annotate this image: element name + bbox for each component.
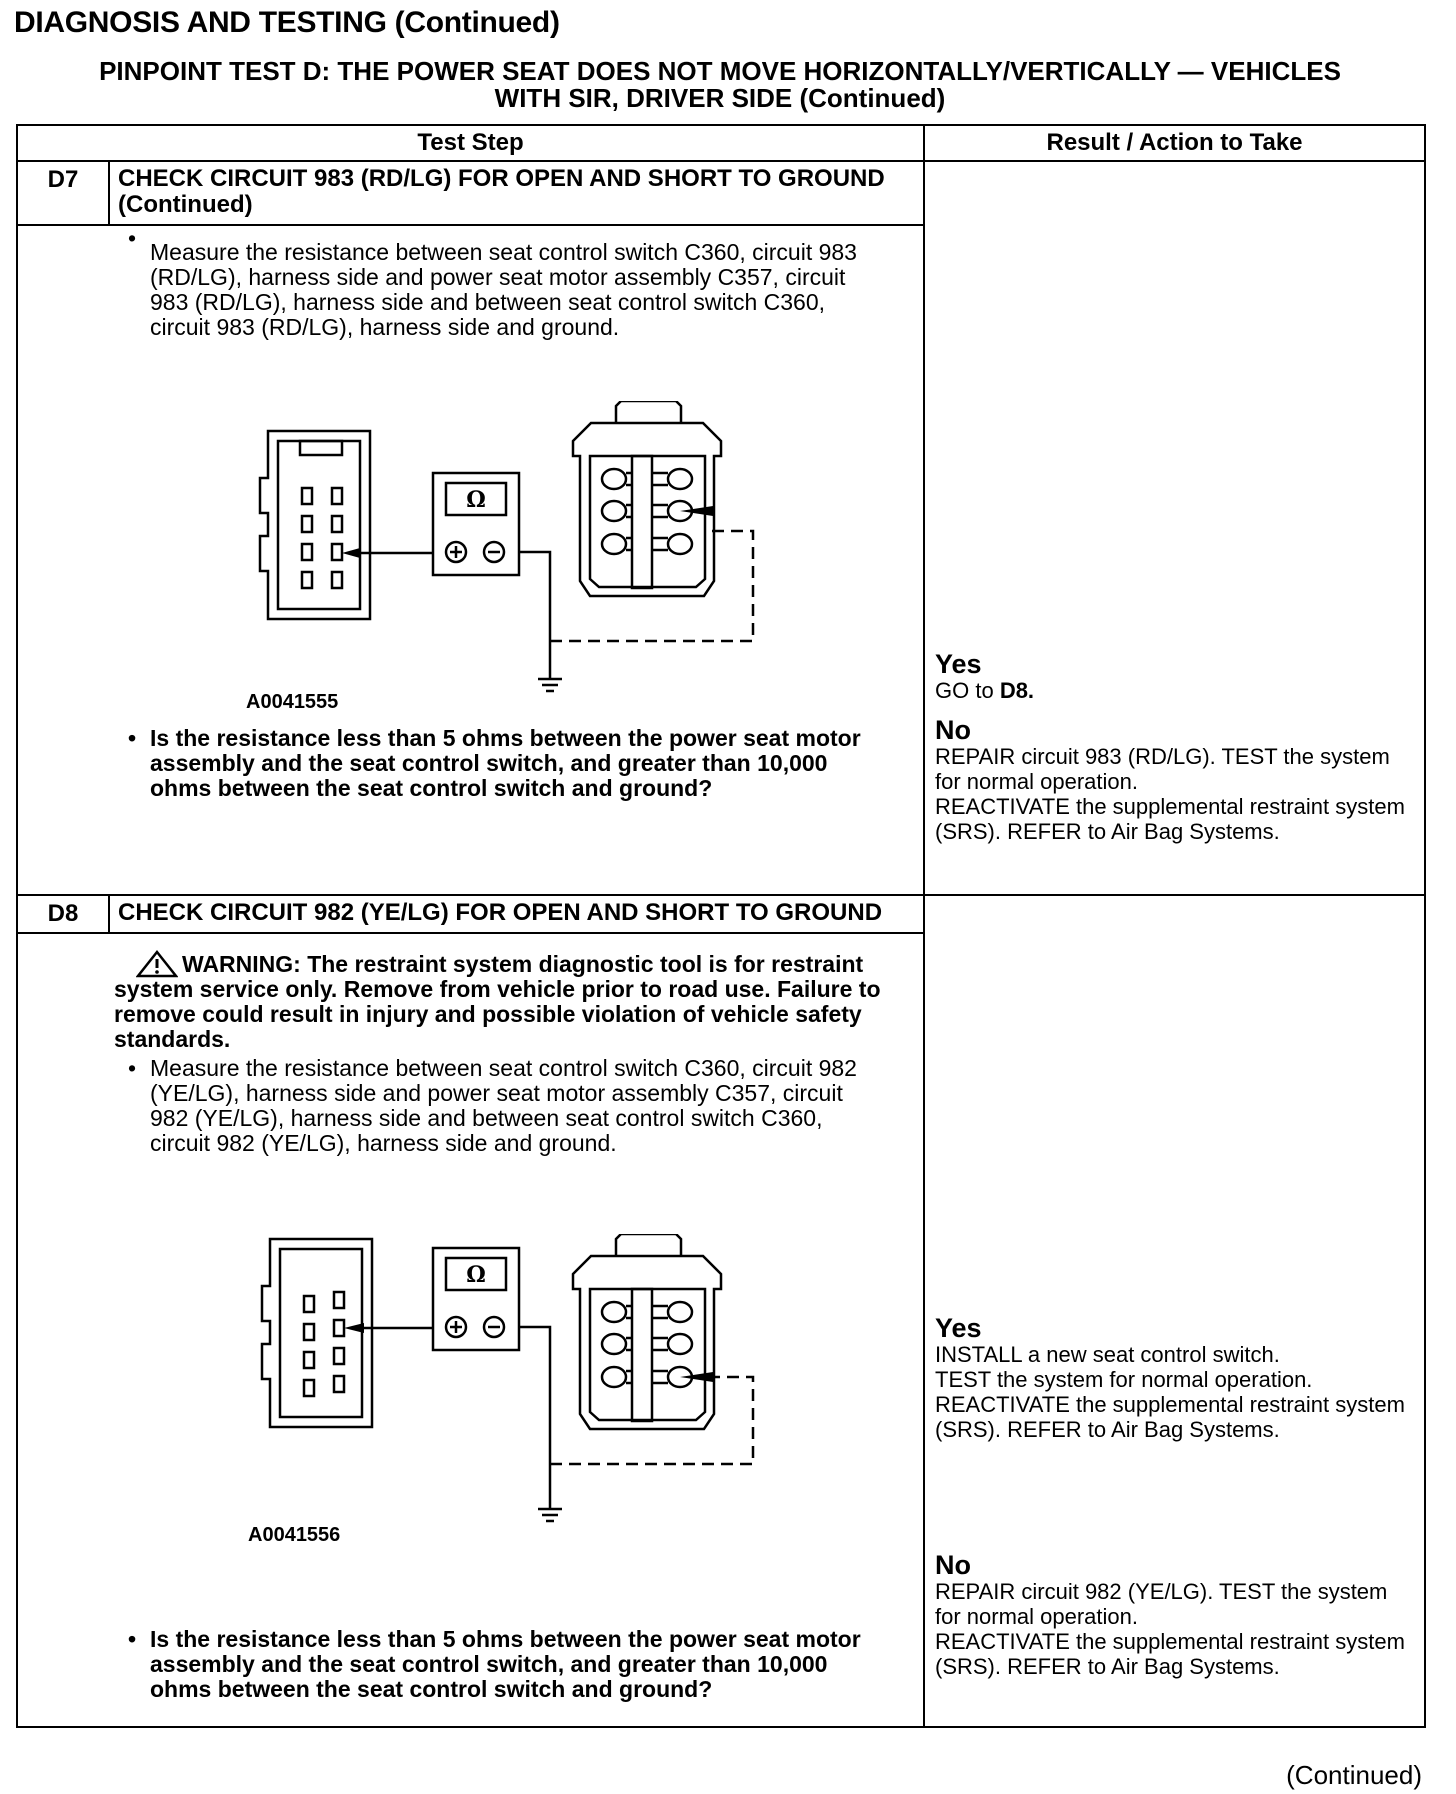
instruction-bullet: • Measure the resistance between seat control switch C360, circuit 982 (YE/LG), harness side and power seat motor assembly C357, circuit 982 (YE/LG), harness side and between seat control switch C360, circuit 982 (YE/LG), harness side and ground. [128,1055,857,1156]
table-header-row [17,125,1425,161]
connector-diagram-a0041555 [218,401,778,711]
probe-tip-icon [680,1372,713,1382]
yes-label: Yes [935,649,982,679]
seat-switch-connector-icon [262,1239,372,1427]
instruction-bullet: • Measure the resistance between seat control switch C360, circuit 983 (RD/LG), harness side and power seat motor assembly C357, circuit 983 (RD/LG), harness side and between seat control switch C360, circuit 983 (RD/LG), harness side and ground. [128,225,857,340]
no-action-line2: REACTIVATE the supplemental restraint system (SRS). REFER to Air Bag Systems. [935,1629,1405,1679]
yes-action: GO to D8. [935,678,1035,703]
no-label: No [935,715,971,745]
result-yes-d8 [935,1314,1418,1442]
step-row-d7-title [17,161,1425,225]
col-header-result: Result / Action to Take [924,125,1425,161]
yes-action-line3: REACTIVATE the supplemental restraint system (SRS). REFER to Air Bag Systems. [935,1392,1405,1442]
no-label: No [935,1550,971,1580]
goto-step-link[interactable]: D8. [999,678,1035,703]
motor-connector-icon [573,1234,721,1429]
page-heading: DIAGNOSIS AND TESTING (Continued) [14,6,560,39]
probe-tip-icon [680,506,713,516]
step-id: D8 [17,895,109,933]
pinpoint-test-title [20,58,1420,112]
step-row-d8-title [17,895,1425,933]
seat-switch-connector-icon [260,431,370,619]
pinpoint-test-title-line2: WITH SIR, DRIVER SIDE (Continued) [494,83,946,113]
ground-symbol-icon [538,679,562,691]
result-cell-d7 [924,161,1425,895]
pinpoint-test-table [16,124,1426,1728]
result-cell-d8 [924,895,1425,1727]
probe-tip-icon [344,1323,364,1333]
question-bullet: • Is the resistance less than 5 ohms between the power seat motor assembly and the seat control switch, and greater than 10,000 ohms between the seat control switch and ground? [128,725,861,801]
yes-action-line1: INSTALL a new seat control switch. [935,1342,1280,1367]
pinpoint-test-title-line1: PINPOINT TEST D: THE POWER SEAT DOES NOT MOVE HORIZONTALLY/VERTICALLY — VEHICLES [99,56,1341,86]
motor-connector-icon [573,401,721,596]
yes-action-line2: TEST the system for normal operation. [935,1367,1313,1392]
figure-id: A0041555 [246,691,339,713]
step-body-d8 [17,933,924,1727]
no-action-line1: REPAIR circuit 983 (RD/LG). TEST the system for normal operation. [935,744,1390,794]
continued-footer: (Continued) [1286,1760,1422,1790]
probe-tip-icon [342,548,360,558]
step-id: D7 [17,161,109,225]
figure-id: A0041556 [248,1524,341,1546]
step-title: CHECK CIRCUIT 983 (RD/LG) FOR OPEN AND SHORT TO GROUND (Continued) [109,161,924,225]
result-no-d7 [935,716,1418,844]
connector-diagram-a0041556 [218,1234,778,1544]
ohm-symbol: Ω [466,1262,486,1288]
no-action-line2: REACTIVATE the supplemental restraint system (SRS). REFER to Air Bag Systems. [935,794,1405,844]
ohm-symbol: Ω [466,487,486,513]
no-action-line1: REPAIR circuit 982 (YE/LG). TEST the system for normal operation. [935,1579,1388,1629]
ground-symbol-icon [538,1509,562,1521]
col-header-test-step: Test Step [17,125,924,161]
result-yes-d7 [935,650,1418,703]
warning-note: WARNING: The restraint system diagnostic tool is for restraint system service only. Remove from vehicle prior to road use. Failure to remove could result in injury and possible violation of vehicle safety standards. [114,951,881,1052]
yes-label: Yes [935,1313,982,1343]
warning-triangle-icon [136,950,178,978]
step-body-d7 [17,225,924,895]
question-bullet: • Is the resistance less than 5 ohms between the power seat motor assembly and the seat control switch, and greater than 10,000 ohms between the seat control switch and ground? [128,1626,861,1702]
step-title: CHECK CIRCUIT 982 (YE/LG) FOR OPEN AND SHORT TO GROUND [109,895,924,933]
result-no-d8 [935,1551,1418,1679]
